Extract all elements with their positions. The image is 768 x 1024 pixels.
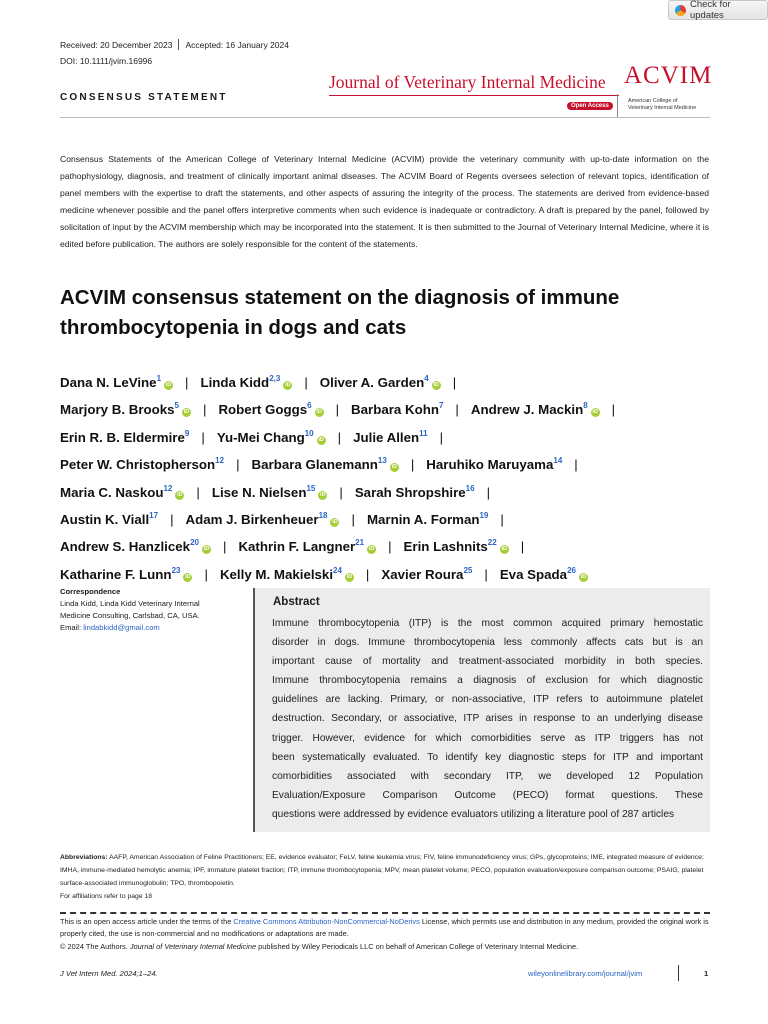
license-text — [60, 916, 710, 953]
abstract-line: Immune thrombocytopenia remains a diagnosis of exclusion for which diagnostic — [272, 675, 703, 687]
author-separator: | — [304, 375, 308, 390]
author-separator: | — [452, 375, 457, 390]
author-separator: | — [500, 512, 504, 528]
author-separator: | — [388, 539, 392, 555]
abstract-line: been systematically evaluated. To identify key diagnostic steps for ITP and important — [272, 751, 703, 763]
author-affiliation-number[interactable]: 19 — [479, 511, 489, 521]
article-title — [60, 283, 720, 343]
author-line — [60, 477, 627, 504]
author-line — [60, 422, 627, 449]
intro-paragraph: Consensus Statements of the American College of Veterinary Internal Medicine (ACVIM) provide the veterinary community with up-to-date information on the pathophysiology, diagnosis, and treatment of clinically important animal diseases. The ACVIM Board of Regents oversees selection of relevant topics, identification of panel members with the expertise to draft the statements, and other aspects of assuring the integrity of the process. The statements are derived from evidence-based medicine whenever possible and the panel offers interpretive comments when such evidence is inadequate or contradictory. A draft is prepared by the panel, followed by solicitation of input by the ACVIM membership which may be incorporated into the statement. It is then submitted to the Journal of Veterinary Internal Medicine, where it is edited before publication. The authors are solely responsible for the content of the statements. — [60, 154, 709, 249]
author-line — [60, 449, 627, 476]
acvim-sub-line2: Veterinary Internal Medicine — [628, 105, 697, 111]
author-separator: | — [202, 402, 207, 418]
orcid-icon[interactable]: iD — [368, 546, 375, 553]
author-separator: | — [486, 484, 491, 500]
acvim-logo-subtitle — [628, 98, 696, 112]
author-affiliation-number[interactable]: 12 — [163, 483, 173, 493]
author-affiliation-number[interactable]: 4 — [424, 374, 429, 383]
copyright-suffix: published by Wiley Periodicals LLC on behalf of American College of Veterinary Internal Medicine. — [256, 941, 579, 951]
copyright-prefix: © 2024 The Authors. — [60, 941, 130, 951]
correspondence — [60, 587, 250, 634]
orcid-icon[interactable]: iD — [316, 409, 322, 416]
author-separator: | — [351, 512, 355, 528]
divider — [178, 39, 179, 50]
abstract-line: important cause of mortality and treatment-associated morbidity in both species. — [272, 656, 703, 668]
author-name[interactable]: Kelly M. Makielski — [219, 566, 334, 582]
license-separator — [60, 912, 710, 914]
author-name[interactable]: Peter W. Christopherson — [60, 457, 216, 473]
abstract-line: guidelines are lacking. Primary, or non-associative, ITP refers to autoimmune platelet — [272, 694, 703, 706]
author-separator: | — [201, 429, 205, 445]
copyright-journal: Journal of Veterinary Internal Medicine — [129, 941, 257, 951]
orcid-icon[interactable]: iD — [203, 546, 210, 553]
author-separator: | — [484, 566, 488, 582]
abbreviations — [60, 851, 709, 890]
author-name[interactable]: Julie Allen — [353, 429, 420, 445]
author-separator: | — [337, 429, 342, 445]
abstract-line: Evaluation/Exposure Comparison Outcome (PECO) format questions. These — [272, 789, 703, 801]
author-separator: | — [455, 402, 459, 418]
dates-line — [60, 39, 289, 50]
author-name[interactable]: Sarah Shropshire — [354, 484, 466, 500]
author-name[interactable]: Andrew J. Mackin — [470, 402, 584, 418]
license-part-2: License, which permits use and distribution in any medium, provided the original work is properly cited, the use is non-commercial and no modifications or adaptations are made. — [60, 917, 709, 939]
author-name[interactable]: Erin R. B. Eldermire — [60, 429, 185, 445]
author-name[interactable]: Lise N. Nielsen — [211, 484, 307, 500]
author-line — [60, 504, 627, 531]
abstract-box — [253, 588, 710, 832]
email-label: Email: — [60, 623, 84, 632]
author-affiliation-number[interactable]: 25 — [463, 565, 473, 575]
title-line-2: thrombocytopenia in dogs and cats — [60, 316, 407, 339]
author-name[interactable]: Barbara Glanemann — [251, 457, 378, 473]
orcid-icon[interactable]: iD — [391, 464, 398, 471]
author-name[interactable]: Yu-Mei Chang — [216, 429, 305, 445]
check-for-updates-label: Check for updates — [689, 0, 731, 21]
orcid-icon[interactable]: iD — [501, 546, 507, 553]
open-access-label: Open Access — [567, 102, 613, 110]
author-name[interactable]: Marjory B. Brooks — [60, 402, 175, 418]
author-affiliation-number[interactable]: 9 — [184, 428, 190, 438]
author-separator: | — [236, 457, 240, 473]
orcid-icon[interactable]: iD — [580, 573, 587, 580]
author-line — [60, 394, 627, 421]
correspondence-line-1: Linda Kidd, Linda Kidd Veterinary Internal — [60, 599, 200, 608]
journal-name[interactable]: Journal of Veterinary Internal Medicine — [329, 72, 606, 92]
author-name[interactable]: Erin Lashnits — [403, 539, 488, 555]
author-line — [60, 531, 627, 558]
correspondence-body — [60, 598, 250, 634]
orcid-icon[interactable]: iD — [346, 573, 353, 580]
acvim-logo[interactable]: ACVIM — [624, 62, 713, 89]
author-line — [60, 367, 627, 394]
author-name[interactable]: Katharine F. Lunn — [60, 566, 172, 582]
author-separator: | — [170, 512, 174, 528]
author-name[interactable]: Kathrin F. Langner — [238, 539, 356, 555]
abstract-heading: Abstract — [273, 596, 320, 608]
page-number: 1 — [704, 969, 709, 978]
abstract-line: Immune thrombocytopenia (ITP) is the most common acquired primary hemostatic — [272, 618, 703, 629]
author-affiliation-number[interactable]: 22 — [487, 538, 497, 548]
author-separator: | — [410, 457, 415, 473]
author-name[interactable]: Marnin A. Forman — [366, 512, 480, 528]
abstract-line: disorder in dogs. Immune thrombocytopenia less commonly affects cats but is an — [272, 637, 703, 649]
abstract-line: destruction. Secondary, or associative, ITP arises in response to an underlying disease — [272, 713, 703, 725]
author-name[interactable]: Andrew S. Hanzlicek — [60, 539, 191, 555]
abstract-line: questions were addressed by evidence evaluators utilizing a literature pool of 287 articles — [272, 808, 675, 820]
correspondence-line-2: Medicine Consulting, Carlsbad, CA, USA. — [60, 611, 200, 620]
orcid-icon[interactable]: iD — [185, 573, 191, 580]
open-access-badge — [567, 94, 613, 112]
orcid-icon[interactable]: iD — [433, 382, 439, 388]
author-separator: | — [335, 402, 340, 418]
author-affiliation-number[interactable]: 2,3 — [269, 374, 281, 383]
author-separator: | — [339, 484, 343, 500]
citation-text: J Vet Intern Med. 2024;1–24. — [60, 969, 158, 978]
abbreviations-label: Abbreviations: — [60, 854, 108, 861]
correspondence-heading: Correspondence — [60, 587, 121, 596]
orcid-icon[interactable]: iD — [320, 491, 326, 498]
author-affiliation-number[interactable]: 10 — [304, 428, 314, 438]
section-label: CONSENSUS STATEMENT — [60, 92, 228, 103]
correspondence-email-line — [60, 622, 250, 634]
abstract-line: comorbidities associated with secondary ITP, we developed 12 Population — [272, 770, 703, 782]
abbreviations-text: AAFP, American Association of Feline Practitioners; EE, evidence evaluator; FeLV, feline leukemia virus; FIV, feline immunodeficiency virus; GPs, glycoproteins; IME, integrated measure of evidence; IMHA, immune-mediated hemolytic anemia; IPF, immature platelet fraction; ITP, immune thrombocytopenia; MPV, mean platelet volume; PECO, population evaluation/exposure comparison outcome; PSAIG, platelet surface-associated immunoglobulin; TPO, thrombopoietin. — [60, 854, 704, 887]
cc-license-link[interactable]: Creative Commons Attribution-NonCommercial-NoDerivs — [233, 917, 420, 926]
author-separator: | — [365, 566, 370, 582]
author-separator: | — [204, 566, 208, 582]
orcid-icon[interactable]: iD — [318, 436, 324, 443]
author-name[interactable]: Adam J. Birkenheuer — [185, 512, 319, 528]
crossmark-icon — [675, 5, 686, 16]
author-affiliation-number[interactable]: 7 — [438, 401, 444, 411]
author-affiliation-number[interactable]: 20 — [190, 538, 199, 548]
title-line-1: ACVIM consensus statement on the diagnosis of immune — [60, 286, 620, 309]
author-separator: | — [611, 402, 616, 418]
author-name[interactable]: Maria C. Naskou — [60, 484, 164, 500]
check-for-updates-button[interactable] — [668, 0, 768, 20]
author-affiliation-number[interactable]: 12 — [215, 456, 225, 466]
orcid-icon[interactable]: iD — [592, 409, 598, 416]
author-name[interactable]: Dana N. LeVine — [60, 375, 157, 390]
author-name[interactable]: Linda Kidd — [200, 375, 270, 390]
author-name[interactable]: Robert Goggs — [218, 402, 308, 418]
author-affiliation-number[interactable]: 21 — [355, 538, 365, 548]
header-rule — [60, 117, 710, 118]
author-affiliation-number[interactable]: 1 — [156, 374, 162, 383]
affiliations-note: For affiliations refer to page 18 — [60, 893, 153, 900]
license-part-1: This is an open access article under the terms of the — [60, 917, 234, 926]
author-name[interactable]: Austin K. Viall — [60, 512, 150, 528]
orcid-icon[interactable]: iD — [332, 519, 338, 526]
acvim-sub-line1: American College of — [628, 98, 678, 104]
abstract-line: trigger. However, evidence for which comorbidities serve as ITP triggers has not — [272, 732, 703, 744]
orcid-icon[interactable]: iD — [285, 382, 291, 388]
author-affiliation-number[interactable]: 17 — [149, 511, 159, 521]
logo-divider — [617, 94, 618, 118]
author-line — [60, 559, 627, 586]
author-separator: | — [222, 539, 227, 555]
author-name[interactable]: Xavier Roura — [381, 566, 464, 582]
author-affiliation-number[interactable]: 5 — [174, 401, 179, 411]
author-name[interactable]: Barbara Kohn — [351, 402, 439, 418]
footer-url[interactable] — [528, 969, 642, 978]
footer-divider — [678, 965, 679, 981]
received-date: Received: 20 December 2023 — [60, 40, 173, 50]
author-affiliation-number[interactable]: 6 — [307, 401, 312, 411]
author-affiliation-number[interactable]: 18 — [318, 511, 328, 521]
author-separator: | — [196, 484, 200, 500]
author-affiliation-number[interactable]: 16 — [465, 483, 475, 493]
journal-url-link[interactable]: wileyonlinelibrary.com/journal/jvim — [528, 969, 643, 978]
footer-citation — [60, 969, 158, 978]
author-affiliation-number[interactable]: 11 — [419, 428, 428, 438]
abstract-text — [272, 614, 703, 824]
author-affiliation-number[interactable]: 26 — [567, 565, 576, 575]
author-separator: | — [520, 539, 525, 555]
author-affiliation-number[interactable]: 15 — [306, 483, 316, 493]
author-affiliation-number[interactable]: 8 — [583, 401, 588, 411]
author-separator: | — [185, 375, 189, 390]
author-affiliation-number[interactable]: 24 — [333, 565, 342, 575]
author-name[interactable]: Eva Spada — [499, 566, 568, 582]
author-list — [60, 367, 627, 586]
author-affiliation-number[interactable]: 13 — [377, 456, 387, 466]
author-separator: | — [439, 429, 444, 445]
author-name[interactable]: Oliver A. Garden — [319, 375, 425, 390]
accepted-date: Accepted: 16 January 2024 — [185, 40, 289, 50]
orcid-icon[interactable]: iD — [177, 491, 183, 498]
orcid-icon[interactable]: iD — [165, 382, 172, 388]
author-affiliation-number[interactable]: 14 — [553, 456, 563, 466]
doi[interactable]: DOI: 10.1111/jvim.16996 — [60, 56, 153, 66]
author-name[interactable]: Haruhiko Maruyama — [426, 457, 554, 473]
email-link[interactable]: lindabkidd@gmail.com — [83, 623, 160, 632]
author-separator: | — [574, 457, 578, 473]
author-affiliation-number[interactable]: 23 — [171, 565, 181, 575]
orcid-icon[interactable]: iD — [183, 409, 190, 416]
